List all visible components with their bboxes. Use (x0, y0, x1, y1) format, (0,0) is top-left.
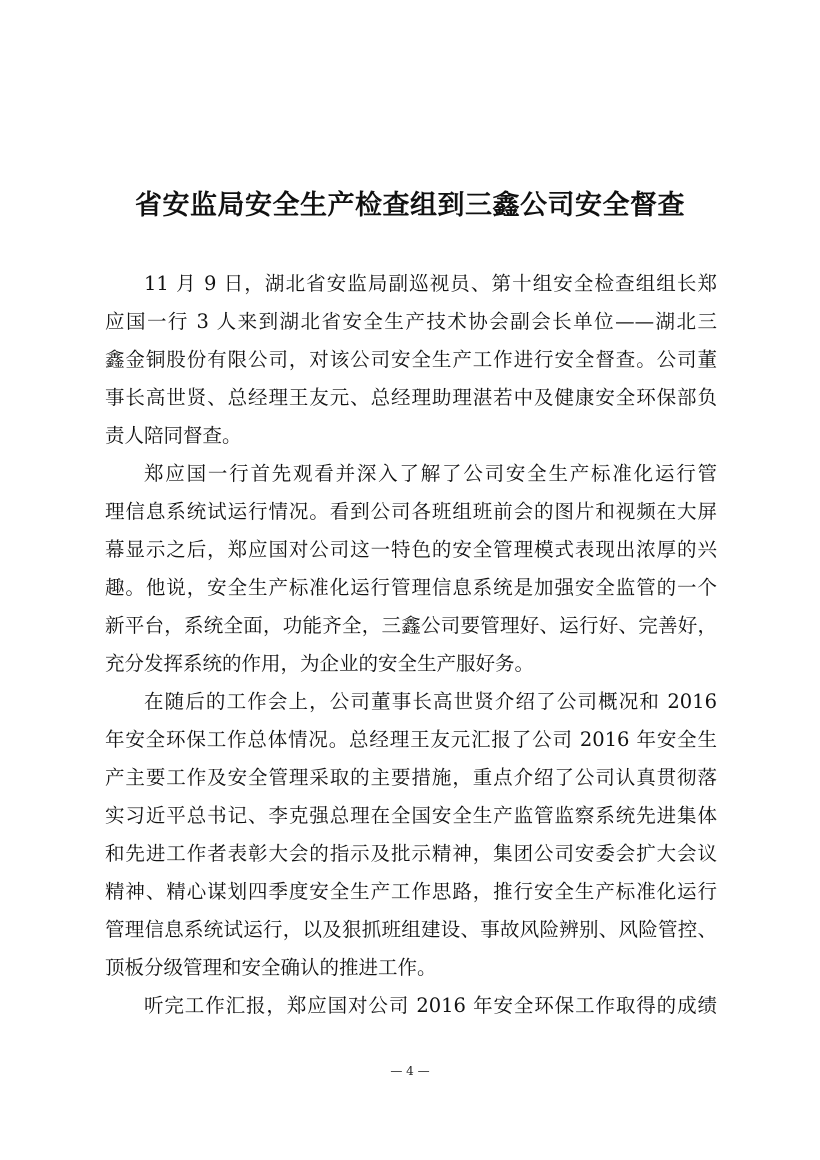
text-line: 事长高世贤、总经理王友元、总经理助理湛若中及健康安全环保部负 (105, 386, 717, 409)
text-line: 精神、精心谋划四季度安全生产工作思路，推行安全生产标准化运行 (105, 880, 717, 903)
text-line: 责人陪同督查。 (105, 424, 242, 447)
paragraph-3 (105, 683, 717, 987)
text-line: 在随后的工作会上，公司董事长高世贤介绍了公司概况和 2016 (144, 690, 717, 713)
text-line: 理信息系统试运行情况。看到公司各班组班前会的图片和视频在大屏 (105, 500, 717, 523)
text-line: 11 月 9 日，湖北省安监局副巡视员、第十组安全检查组组长郑 (144, 272, 717, 295)
text-line: 新平台，系统全面，功能齐全，三鑫公司要管理好、运行好、完善好， (105, 614, 717, 637)
paragraph-2 (105, 455, 717, 683)
text-line: 产主要工作及安全管理采取的主要措施，重点介绍了公司认真贯彻落 (105, 766, 717, 789)
text-line: 听完工作汇报，郑应国对公司 2016 年安全环保工作取得的成绩 (144, 994, 717, 1017)
text-line: 充分发挥系统的作用，为企业的安全生产服好务。 (105, 652, 535, 675)
paragraph-4 (105, 987, 717, 1025)
page-number: — 4 — (390, 1064, 430, 1078)
document-title: 省安监局安全生产检查组到三鑫公司安全督查 (135, 190, 685, 221)
text-line: 鑫金铜股份有限公司，对该公司安全生产工作进行安全督查。公司董 (105, 348, 717, 371)
text-line: 顶板分级管理和安全确认的推进工作。 (105, 956, 437, 979)
text-line: 趣。他说，安全生产标准化运行管理信息系统是加强安全监管的一个 (105, 576, 717, 599)
text-line: 郑应国一行首先观看并深入了解了公司安全生产标准化运行管 (144, 462, 717, 485)
text-line: 管理信息系统试运行，以及狠抓班组建设、事故风险辨别、风险管控、 (105, 918, 717, 941)
paragraph-1 (105, 265, 717, 455)
text-line: 实习近平总书记、李克强总理在全国安全生产监管监察系统先进集体 (105, 804, 717, 827)
text-line: 年安全环保工作总体情况。总经理王友元汇报了公司 2016 年安全生 (105, 728, 717, 751)
text-line: 幕显示之后，郑应国对公司这一特色的安全管理模式表现出浓厚的兴 (105, 538, 717, 561)
text-line: 应国一行 3 人来到湖北省安全生产技术协会副会长单位——湖北三 (105, 310, 717, 333)
text-line: 和先进工作者表彰大会的指示及批示精神，集团公司安委会扩大会议 (105, 842, 717, 865)
document-body (105, 265, 717, 1025)
